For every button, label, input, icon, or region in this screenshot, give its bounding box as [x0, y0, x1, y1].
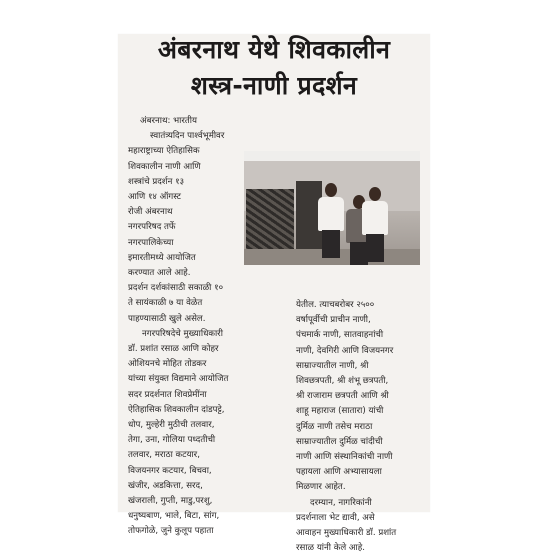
article-column-2: [296, 298, 436, 556]
column-2-line: दरम्यान, नागरिकांनी: [310, 497, 372, 508]
column-1-line: आणि १४ ऑगस्ट: [128, 192, 181, 203]
column-2-line: येतील. त्याचबरोबर २५००: [296, 300, 375, 310]
column-1-line: तोफगोळे, जुने कुलूप पहाता: [128, 526, 214, 537]
column-1-line: नगरपरिषदेचे मुख्याधिकारी: [142, 328, 223, 339]
column-1-line: अंबरनाथ: भारतीय: [140, 116, 197, 126]
column-1-line: धोप, मुल्हेरी मुठीची तलवार,: [128, 420, 215, 431]
column-1-line: रोजी अंबरनाथ: [128, 207, 173, 218]
column-2-line: वर्षापूर्वीची प्राचीन नाणी,: [296, 315, 371, 326]
column-1-line: खंजीर, अडकित्ता, सरद,: [128, 480, 203, 491]
column-1-line: स्वातंत्र्यदिन पार्श्वभूमीवर: [150, 131, 225, 142]
column-1-line: शिवकालीन नाणी आणि: [128, 161, 201, 172]
column-1-line: ओशियनचे मोहित तोडकर: [128, 359, 207, 370]
column-1-line: करण्यात आले आहे.: [128, 268, 191, 279]
column-1-line: नगरपरिषद तर्फे: [128, 222, 176, 233]
column-2-line: शाहू महाराज (सातारा) यांची: [296, 406, 384, 417]
column-1-line: विजयनगर कटयार, बिचवा,: [128, 465, 212, 476]
column-1-line: नगरपालिकेच्या: [128, 237, 174, 248]
column-2-line: प्रदर्शनाला भेट द्यावी, असे: [296, 512, 375, 523]
column-2-line: श्री राजाराम छत्रपती आणि श्री: [296, 391, 389, 402]
column-2-line: आवाहन मुख्याधिकारी डॉ. प्रशांत: [296, 528, 397, 539]
column-2-line: नाणी आणि संस्थानिकांची नाणी: [296, 452, 393, 463]
column-1-line: खंजराली, गुप्ती, माडु,परशु,: [128, 496, 213, 507]
column-1-line: तेगा, उना, गोलिया पध्दतीची: [128, 435, 216, 446]
column-2-line: नाणी, देवगिरी आणि विजयनगर: [296, 345, 394, 356]
column-1-line: यांच्या संयुक्त विद्यमाने आयोजित: [128, 374, 229, 385]
column-1-line: तलवार, मराठा कटयार,: [128, 450, 200, 461]
headline-line-2: शस्त्र-नाणी प्रदर्शन: [190, 71, 358, 100]
column-2-line: शिवछत्रपती, श्री शंभू छत्रपती,: [296, 376, 389, 387]
column-2-line: रसाळ यांनी केले आहे.: [296, 543, 365, 554]
column-1-line: महाराष्ट्राच्या ऐतिहासिक: [128, 146, 200, 157]
column-1-line: ते सायंकाळी ७ या वेळेत: [128, 298, 203, 309]
column-1-line: धनुष्यबाण, भाले, बिटा, सांग,: [128, 511, 220, 522]
exhibition-photo: [244, 151, 420, 265]
column-1-line: पाहण्यासाठी खुले असेल.: [128, 313, 206, 324]
column-2-line: दुर्मिळ नाणी तसेच मराठा: [296, 421, 373, 432]
column-1-line: सदर प्रदर्शनात शिवप्रेमींना: [128, 389, 207, 400]
column-1-line: प्रदर्शन दर्शकांसाठी सकाळी १०: [128, 283, 224, 294]
photo-ceiling: [244, 151, 420, 161]
newspaper-clipping: [118, 34, 430, 554]
column-2-line: पहायला आणि अभ्यासायला: [296, 467, 382, 478]
column-2-line: पंचमार्क नाणी, सातवाहनांची: [296, 330, 384, 341]
weapon-display-case: [246, 189, 294, 255]
column-2-line: मिळणार आहेत.: [296, 482, 346, 493]
column-1-line: शस्त्रांचे प्रदर्शन १३: [128, 176, 185, 187]
headline-line-1: अंबरनाथ येथे शिवकालीन: [157, 35, 391, 64]
column-2-line: साम्राज्यातील दुर्मिळ चांदीची: [296, 436, 383, 447]
column-1-line: ऐतिहासिक शिवकालीन दांडपट्टे,: [128, 404, 225, 415]
column-1-line: इमारतीमध्ये आयोजित: [128, 252, 196, 263]
column-1-line: डॉ. प्रशांत रसाळ आणि कोहर: [128, 344, 219, 355]
column-2-line: साम्राज्यातील नाणी, श्री: [296, 360, 369, 371]
